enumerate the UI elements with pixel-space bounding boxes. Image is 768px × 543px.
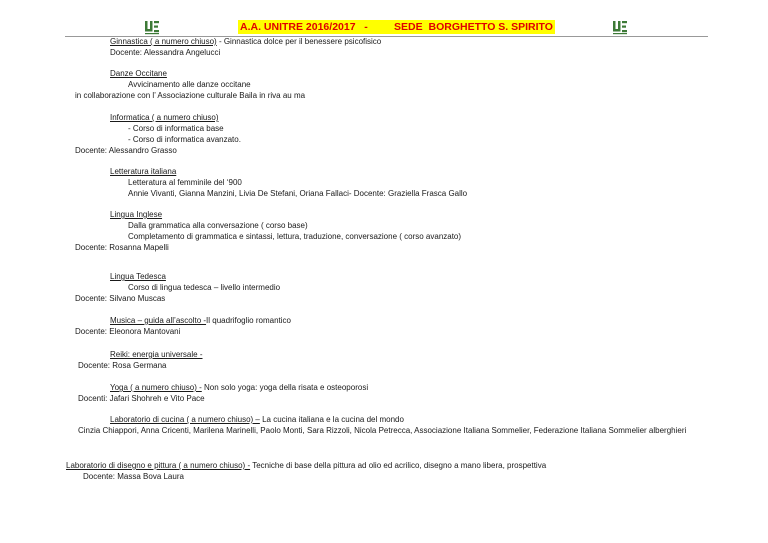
course-teacher: Docente: Alessandro Grasso	[75, 146, 177, 155]
course-musica	[110, 316, 291, 326]
course-teachers: Cinzia Chiappori, Anna Cricenti, Marilena Marinelli, Paolo Monti, Sara Rizzoli, Nicola Petrecca, Associazione Italiana Sommelier, Federazione Italiana Sommelier alberghieri	[78, 426, 687, 435]
header-title: A.A. UNITRE 2016/2017 - SEDE BORGHETTO S. SPIRITO	[240, 21, 553, 33]
course-teacher: Docente: Rosanna Mapelli	[75, 243, 169, 252]
course-description: - Ginnastica dolce per il benessere psicofisico	[216, 37, 382, 46]
course-teacher: Docente: Massa Bova Laura	[83, 472, 184, 481]
course-description: Corso di lingua tedesca – livello intermedio	[128, 283, 281, 292]
course-description: Dalla grammatica alla conversazione ( corso base)	[128, 221, 308, 230]
course-teacher: Docente: Eleonora Mantovani	[75, 327, 181, 336]
course-teacher: Docente: Rosa Germana	[78, 361, 167, 370]
course-description: Annie Vivanti, Gianna Manzini, Livia De Stefani, Oriana Fallaci- Docente: Graziella Frasca Gallo	[128, 189, 468, 198]
course-description: Avvicinamento alle danze occitane	[128, 80, 251, 89]
course-title: Informatica ( a numero chiuso)	[110, 113, 219, 122]
course-description: Non solo yoga: yoga della risata e osteoporosi	[201, 383, 369, 392]
course-cucina	[110, 415, 404, 425]
course-title: Lingua Tedesca	[110, 272, 166, 281]
course-title: Laboratorio di cucina ( a numero chiuso) –	[110, 415, 260, 424]
course-title: Yoga ( a numero chiuso) -	[110, 383, 202, 392]
course-description: Completamento di grammatica e sintassi, lettura, traduzione, conversazione ( corso avanzato)	[128, 232, 462, 241]
course-teacher: Docenti: Jafari Shohreh e Vito Pace	[78, 394, 205, 403]
course-title: Danze Occitane	[110, 69, 167, 78]
course-description: in collaborazione con l’ Associazione culturale Baila in riva au ma	[75, 91, 306, 100]
course-yoga	[110, 383, 368, 393]
course-ginnastica	[110, 37, 381, 47]
course-description: Letteratura al femminile del ‘900	[128, 178, 242, 187]
course-title: Ginnastica ( a numero chiuso)	[110, 37, 217, 46]
course-title: Letteratura italiana	[110, 167, 177, 176]
course-description: Il quadrifoglio romantico	[206, 316, 291, 325]
course-description: Tecniche di base della pittura ad olio ed acrilico, disegno a mano libera, prospettiva	[250, 461, 547, 470]
course-list-item: - Corso di informatica base	[128, 124, 224, 133]
course-disegno	[66, 461, 546, 471]
course-teacher: Docente: Silvano Muscas	[75, 294, 166, 303]
unitre-logo-left	[144, 19, 160, 35]
unitre-logo-right	[612, 19, 628, 35]
course-title: Musica – guida all’ascolto -	[110, 316, 207, 325]
course-list-item: - Corso di informatica avanzato.	[128, 135, 241, 144]
course-teacher: Docente: Alessandra Angelucci	[110, 48, 221, 57]
course-description: La cucina italiana e la cucina del mondo	[259, 415, 404, 424]
course-title: Lingua Inglese	[110, 210, 163, 219]
course-title: Laboratorio di disegno e pittura ( a numero chiuso) -	[66, 461, 251, 470]
course-title: Reiki: energia universale -	[110, 350, 203, 359]
